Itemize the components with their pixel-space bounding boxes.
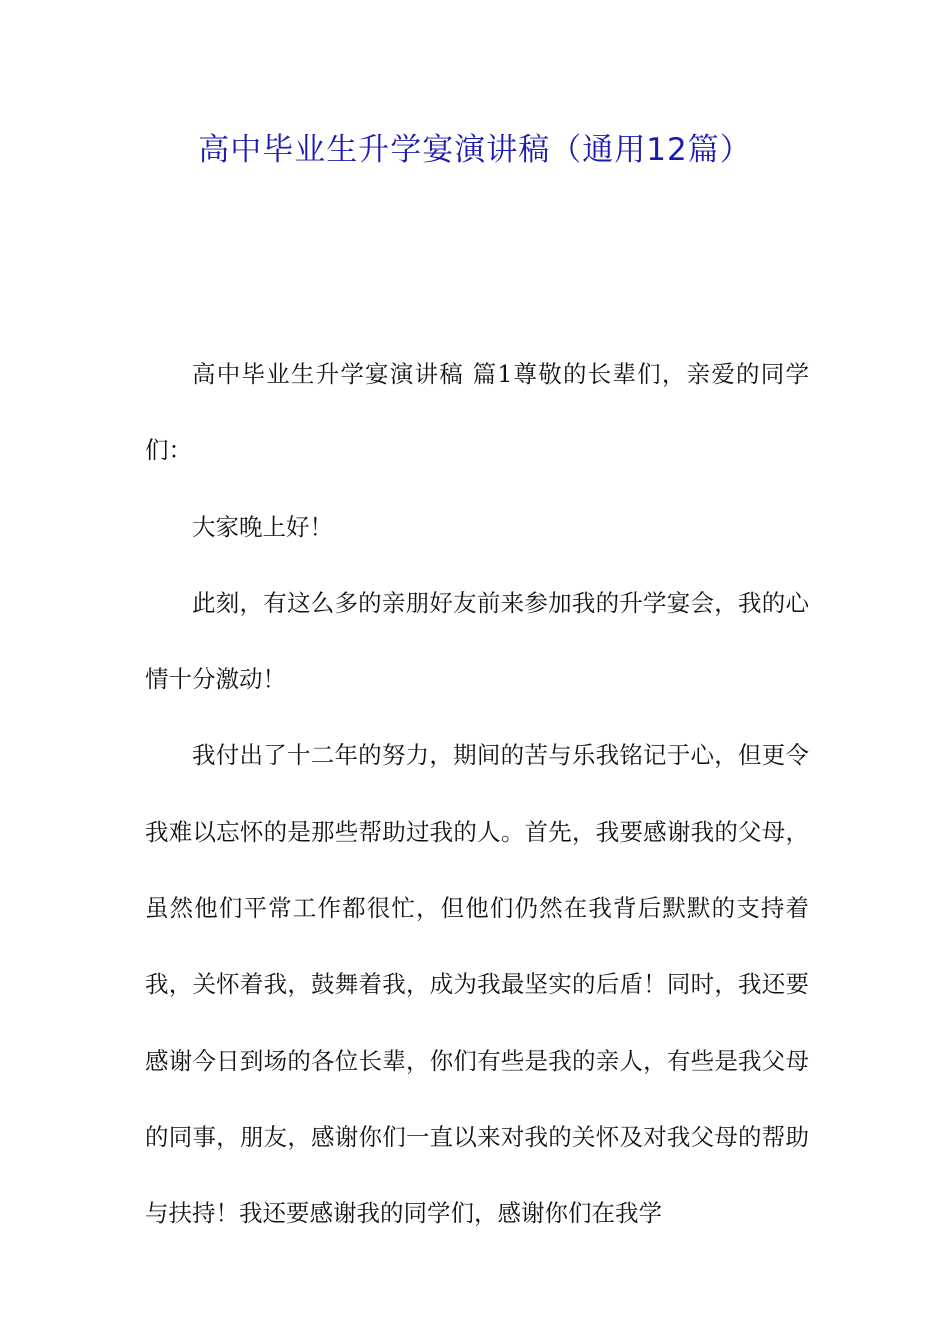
paragraph-good-evening: 大家晚上好！: [192, 512, 333, 541]
paragraph-excitement: 此刻，有这么多的亲朋好友前来参加我的升学宴会，我的心情十分激动！: [145, 588, 809, 694]
document-body: [145, 336, 809, 1252]
paragraph-greeting: 高中毕业生升学宴演讲稿 篇1尊敬的长辈们，亲爱的同学们：: [145, 360, 809, 465]
document-title: 高中毕业生升学宴演讲稿（通用12篇）: [198, 132, 752, 168]
paragraph-gratitude: 我付出了十二年的努力，期间的苦与乐我铭记于心，但更令我难以忘怀的是那些帮助过我的人。首先，我要感谢我的父母，虽然他们平常工作都很忙，但他们仍然在我背后默默的支持着我，关怀着我，鼓舞着我，成为我最坚实的后盾！同时，我还要感谢今日到场的各位长辈，你们有些是我的亲人，有些是我父母的同事，朋友，感谢你们一直以来对我的关怀及对我父母的帮助与扶持！我还要感谢我的同学们，感谢你们在我学: [145, 741, 809, 1228]
